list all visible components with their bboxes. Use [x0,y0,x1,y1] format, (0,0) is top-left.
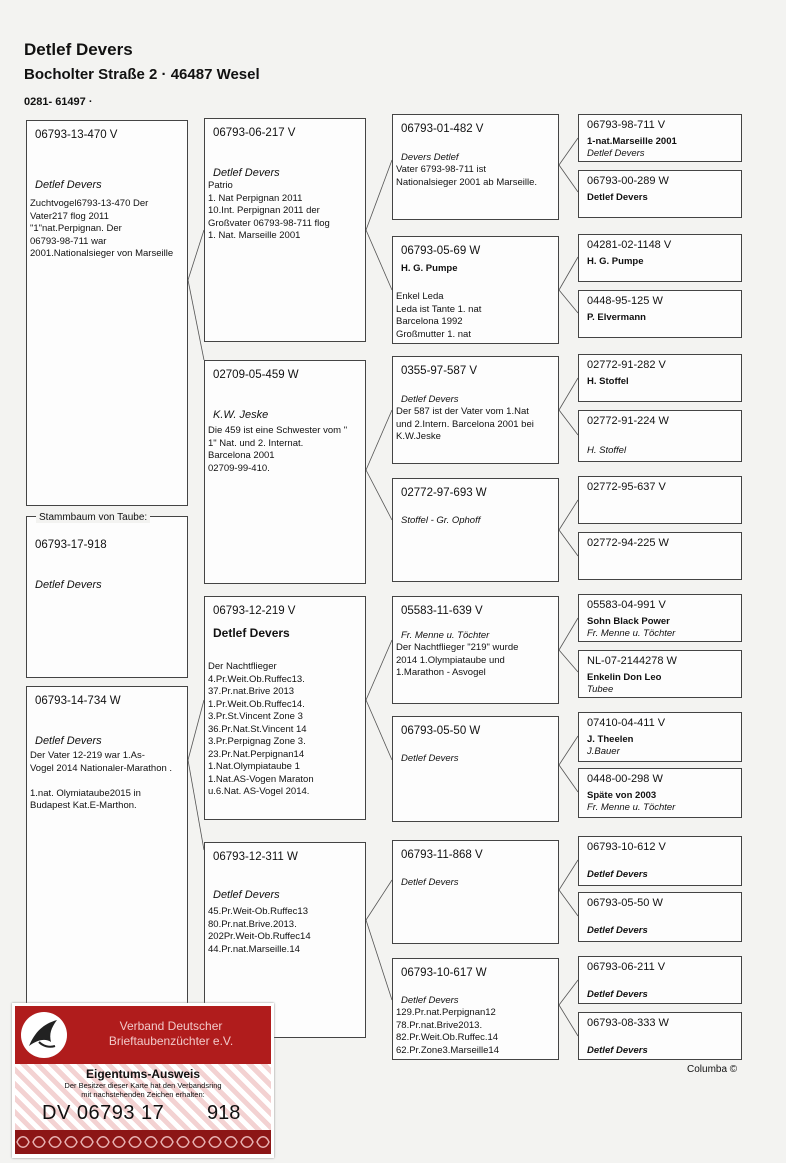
ring-number: 06793-10-617 W [401,967,487,979]
pigeon-notes: Patrio 1. Nat Perpignan 2011 10.Int. Perpignan 2011 der Großvater 06793-98-711 flog 1. Nat. Marseille 2001 [208,180,330,241]
card-title: Eigentums-Ausweis [85,1067,201,1081]
pedigree-caption: Stammbaum von Taube: [36,512,150,523]
father-box [26,120,188,506]
ring-number: 06793-12-311 W [213,851,298,863]
ring-number: NL-07-2144278 W [587,655,677,667]
ancestor-g3-box [392,478,559,582]
breeder-address: Bocholter Straße 2 · 46487 Wesel [24,66,260,83]
ancestor-g4-box [578,768,742,818]
owner-name: P. Elvermann [587,312,646,323]
ring-number: 06793-10-612 V [587,841,666,853]
ring-number: 06793-17-918 [35,539,107,551]
owner-name: Detlef Devers [401,394,459,405]
ancestor-g4-box [578,1012,742,1060]
pigeon-notes: Der Vater 12-219 war 1.As- Vogel 2014 Nationaler-Marathon . 1.nat. Olymiataube2015 in Budapest Kat.E-Marthon. [30,750,173,811]
ancestor-g4-box [578,712,742,762]
ancestor-g4-box [578,650,742,698]
owner-name: Fr. Menne u. Töchter [401,630,490,641]
ancestor-detail: Späte von 2003 [587,790,657,801]
card-pattern-band [15,1130,271,1154]
ancestor-g3-box [392,114,559,220]
ring-number: 04281-02-1148 V [587,239,672,251]
owner-name: Detlef Devers [213,167,280,179]
subject-box [26,516,188,678]
owner-name: J.Bauer [587,746,620,757]
ring-number: 06793-05-69 W [401,245,481,257]
owner-name: Detlef Devers [587,989,648,1000]
ancestor-g4-box [578,354,742,402]
ancestor-g4-box [578,290,742,338]
owner-name: H. Stoffel [587,445,627,456]
ring-number: 02709-05-459 W [213,369,299,381]
owner-name: Detlef Devers [587,192,648,203]
ring-number: 02772-91-224 W [587,415,669,427]
ring-number: 05583-04-991 V [587,599,666,611]
owner-name: Detlef Devers [213,626,290,640]
pigeon-notes: Zuchtvogel6793-13-470 Der Vater217 flog 2011 "1"nat.Perpignan. Der 06793-98-711 war 2001.Nationalsieger von Marseille [30,198,174,259]
ancestor-g4-box [578,594,742,642]
ancestor-g4-box [578,956,742,1004]
owner-name: Stoffel - Gr. Ophoff [401,515,481,526]
breeder-phone: 0281- 61497 · [24,96,93,108]
ring-number: 06793-05-50 W [401,725,481,737]
pigeon-notes: 45.Pr.Weit-Ob.Ruffec13 80.Pr.nat.Brive.2013. 202Pr.Weit-Ob.Ruffec14 44.Pr.nat.Marseille.14 [208,906,311,955]
ancestor-detail: J. Theelen [587,734,634,745]
ring-number: 06793-06-217 V [213,127,296,139]
ring-number: 0355-97-587 V [401,365,478,377]
ring-number: 02772-91-282 V [587,359,666,371]
ancestor-g4-box [578,836,742,886]
ancestor-g3-box [392,840,559,944]
owner-name: Detlef Devers [401,877,459,888]
owner-name: H. G. Pumpe [587,256,644,267]
ring-number: 02772-97-693 W [401,487,487,499]
card-subtitle: Der Besitzer dieser Karte hat den Verbandsring mit nachstehenden Zeichen erhalten: [64,1081,222,1099]
ring-number: DV 06793 17 [42,1102,165,1124]
ancestor-g4-box [578,170,742,218]
pigeon-notes: Vater 6793-98-711 ist Nationalsieger 2001 ab Marseille. [396,164,537,188]
association-name: Verband Deutscher Brieftaubenzüchter e.V. [108,1019,234,1048]
ring-number: 07410-04-411 V [587,717,666,729]
ring-number: 06793-01-482 V [401,123,484,135]
ancestor-g4-box [578,234,742,282]
owner-name: Fr. Menne u. Töchter [587,628,676,639]
ring-number: 06793-12-219 V [213,605,296,617]
pigeon-notes: 129.Pr.nat.Perpignan12 78.Pr.nat.Brive2013. 82.Pr.Weit.Ob.Ruffec.14 62.Pr.Zone3.Marseille14 [396,1007,499,1056]
owner-name: K.W. Jeske [213,409,269,421]
ancestor-g4-box [578,114,742,162]
ancestor-g4-box [578,532,742,580]
grandfather-maternal-box [204,596,366,820]
ancestor-detail: Enkelin Don Leo [587,672,662,683]
ownership-card [12,1003,274,1158]
ancestor-g4-box [578,892,742,942]
pigeon-notes: Der 587 ist der Vater vom 1.Nat und 2.Intern. Barcelona 2001 bei K.W.Jeske [396,406,534,442]
owner-name: Detlef Devers [35,179,102,191]
ancestor-g4-box [578,476,742,524]
pigeon-notes: Enkel Leda Leda ist Tante 1. nat Barcelona 1992 Großmutter 1. nat [396,291,482,340]
ancestor-g4-box [578,410,742,462]
owner-name: Detlef Devers [587,869,648,880]
card-body [15,1064,271,1130]
ancestor-g3-box [392,716,559,822]
ring-number: 06793-05-50 W [587,897,663,909]
owner-name: H. Stoffel [587,376,629,387]
pigeon-notes: Der Nachtflieger "219" wurde 2014 1.Olympiataube und 1.Marathon - Asvogel [396,642,519,678]
ring-number: 0448-00-298 W [587,773,663,785]
ring-number: 05583-11-639 V [401,605,483,617]
owner-name: Detlef Devers [587,148,645,159]
grandfather-paternal-box [204,118,366,342]
publisher-mark: Columba © [687,1064,738,1075]
card-header [15,1006,271,1064]
owner-name: Tubee [587,684,614,695]
ring-number: 06793-13-470 V [35,129,118,141]
ring-number: 06793-11-868 V [401,849,483,861]
mother-box [26,686,188,1036]
ring-suffix: 918 [207,1102,241,1124]
ancestor-g3-box [392,356,559,464]
pigeon-logo-icon [21,1012,67,1058]
ring-number: 0448-95-125 W [587,295,663,307]
owner-name: Detlef Devers [35,735,102,747]
ring-number: 02772-94-225 W [587,537,669,549]
ancestor-detail: 1-nat.Marseille 2001 [587,136,677,147]
pigeon-notes: Der Nachtflieger 4.Pr.Weit.Ob.Ruffec13. 37.Pr.nat.Brive 2013 1.Pr.Weit.Ob.Ruffec14. 3.Pr.St.Vincent Zone 3 36.Pr.Nat.St.Vincent 14 3.Pr.Perpignag Zone 3. 23.Pr.Nat.Perpignan14 1.Nat.Olympiataube 1 1.Nat.AS-Vogen Maraton u.6.Nat. AS-Vogel 2014. [208,661,314,797]
owner-name: Devers Detlef [401,152,459,163]
ancestor-detail: Sohn Black Power [587,616,670,627]
ring-number: 02772-95-637 V [587,481,666,493]
owner-name: Detlef Devers [587,1045,648,1056]
breeder-name: Detlef Devers [24,40,133,59]
ancestor-g3-box [392,596,559,704]
ornament-icon [15,1133,271,1151]
owner-name: Detlef Devers [35,579,102,591]
ring-number: 06793-06-211 V [587,961,666,973]
ring-number: 06793-08-333 W [587,1017,669,1029]
owner-name: H. G. Pumpe [401,263,458,274]
ring-number: 06793-14-734 W [35,695,121,707]
ring-number: 06793-00-289 W [587,175,669,187]
owner-name: Detlef Devers [401,753,459,764]
grandmother-paternal-box [204,360,366,584]
ring-number: 06793-98-711 V [587,119,666,131]
pigeon-notes: Die 459 ist eine Schwester vom " 1" Nat. und 2. Internat. Barcelona 2001 02709-99-410. [208,425,348,474]
owner-name: Detlef Devers [213,889,280,901]
owner-name: Detlef Devers [587,925,648,936]
ancestor-g3-box [392,958,559,1060]
owner-name: Fr. Menne u. Töchter [587,802,676,813]
owner-name: Detlef Devers [401,995,459,1006]
ancestor-g3-box [392,236,559,344]
